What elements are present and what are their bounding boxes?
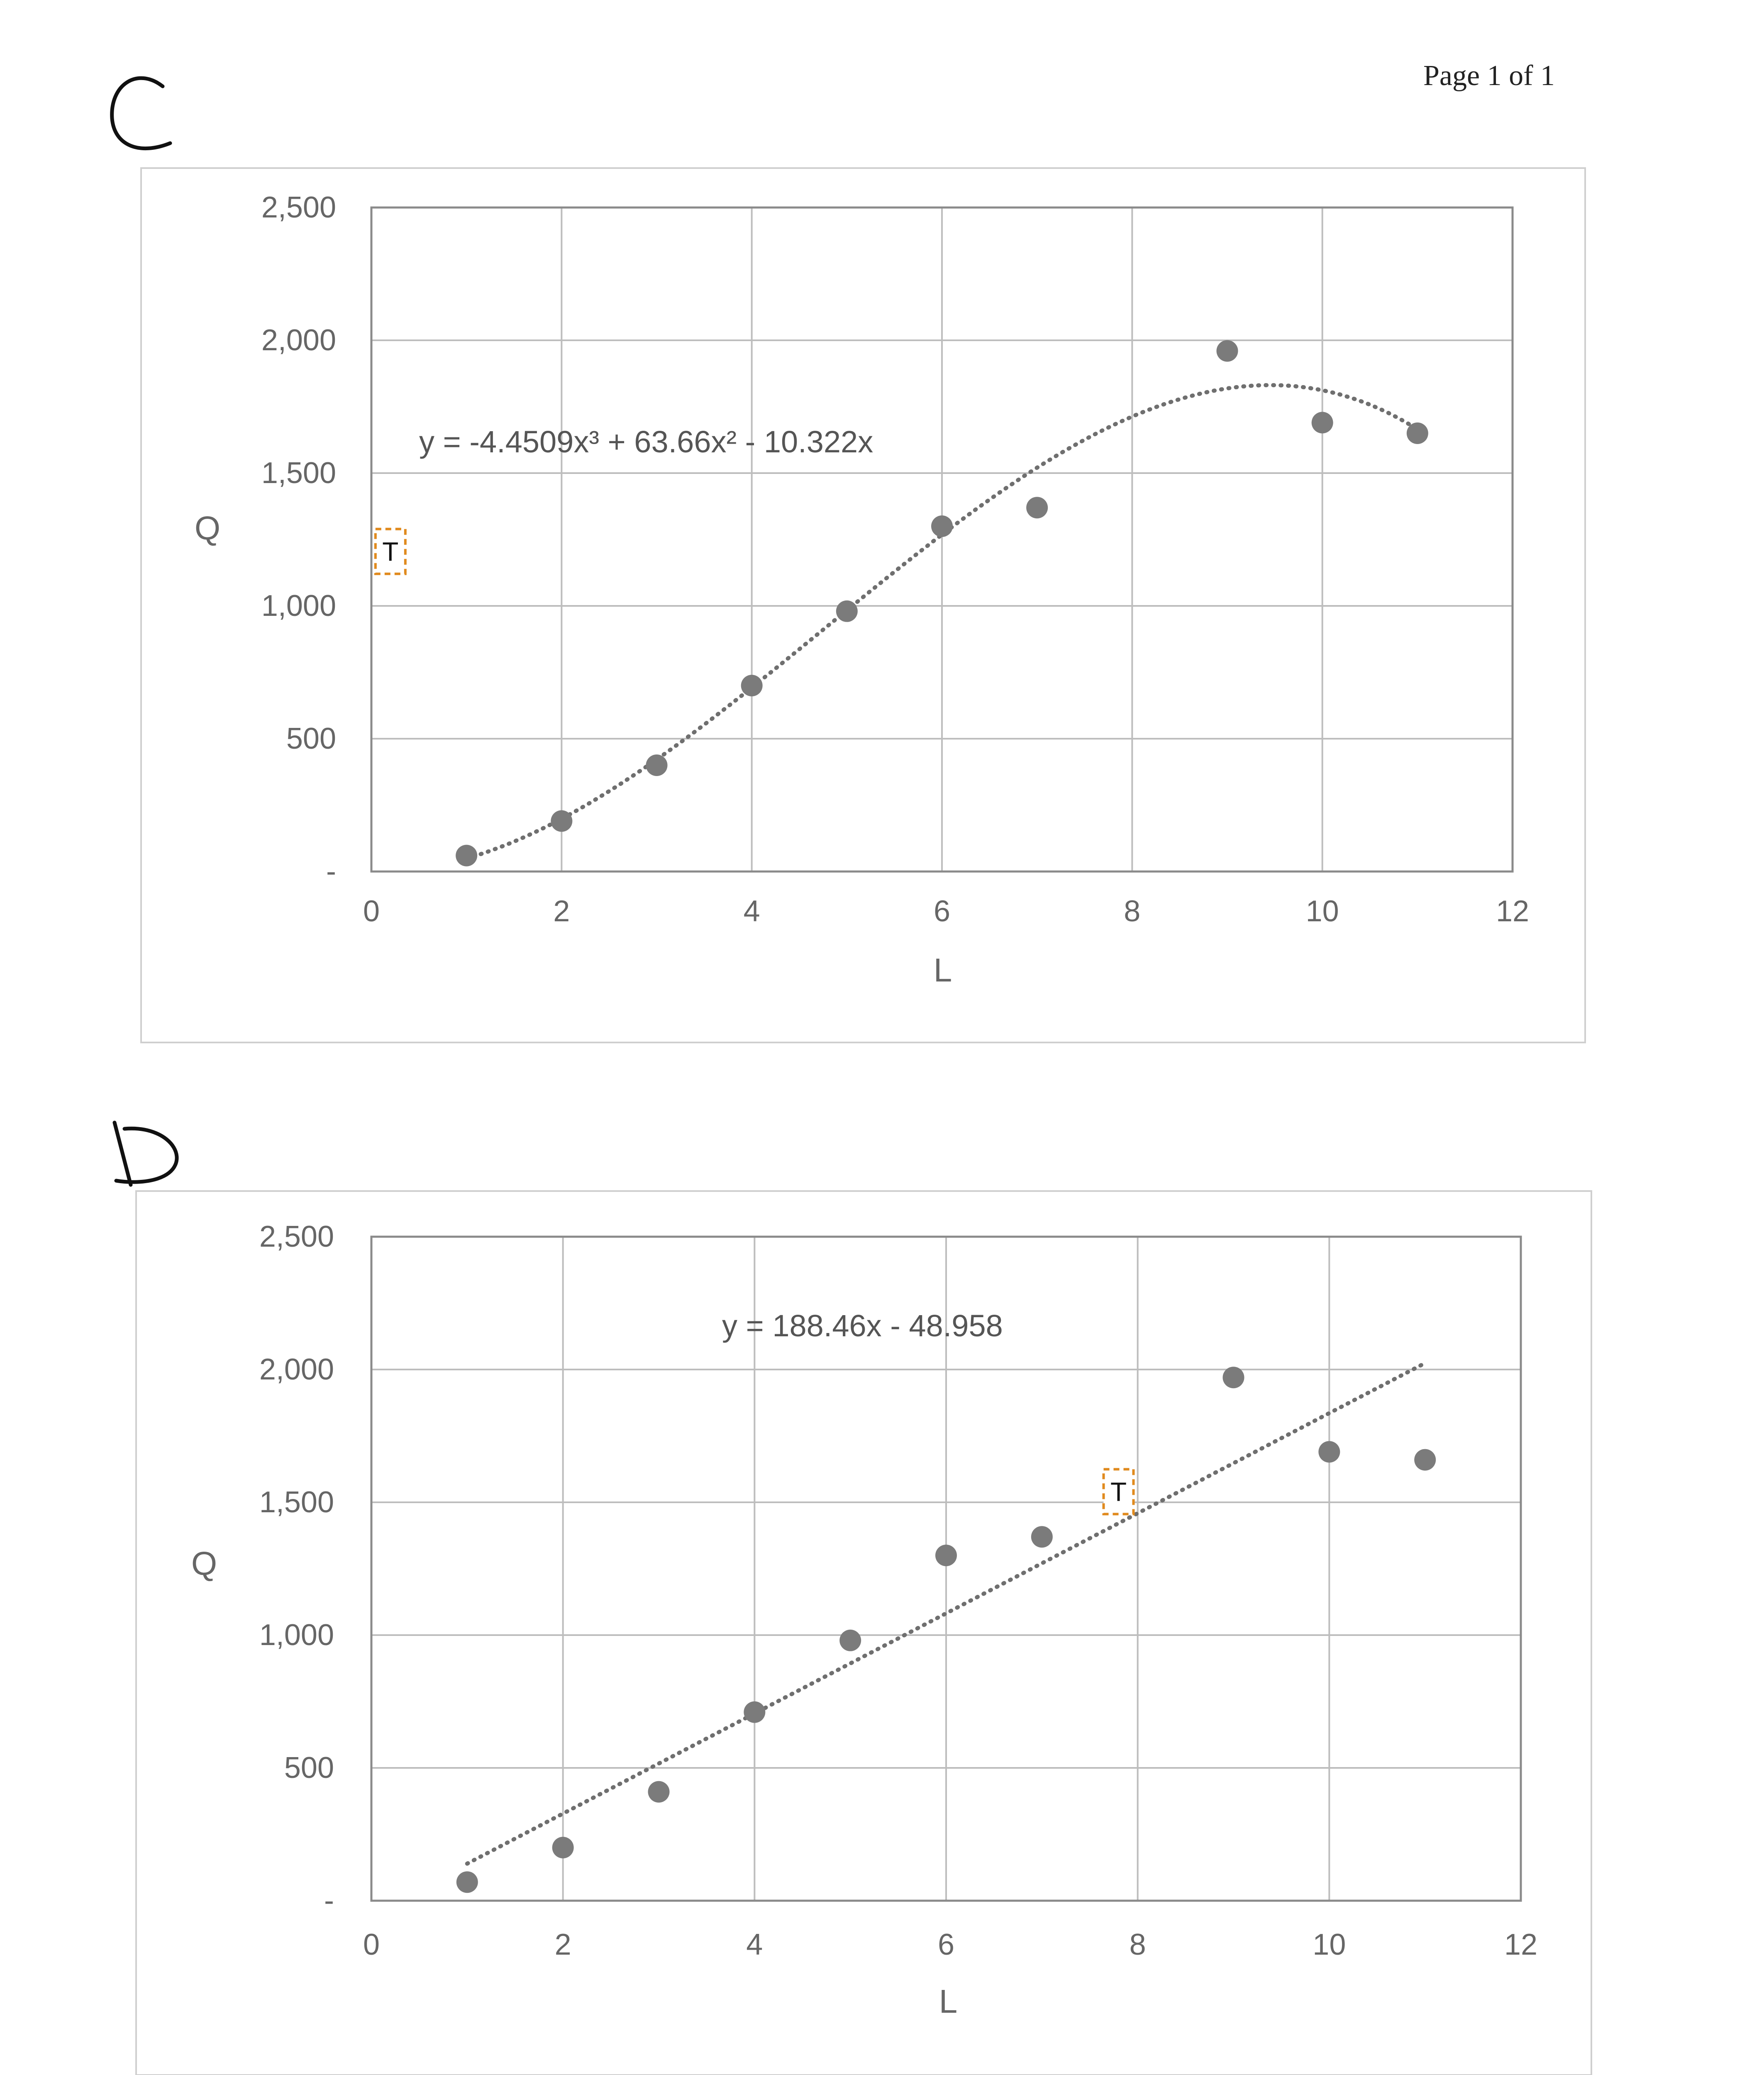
x-tick-label: 4 [746,1928,763,1961]
y-tick-label: 500 [284,1751,334,1784]
x-tick-label: 8 [1129,1928,1146,1961]
x-tick-label: 12 [1504,1928,1538,1961]
y-tick-label: 500 [286,722,336,755]
data-point [456,1871,478,1893]
chart-C-section [112,78,1585,1042]
data-point [552,1837,574,1858]
data-point [1223,1367,1244,1388]
data-point [1414,1449,1436,1471]
data-point [935,1545,957,1566]
data-point [931,515,953,537]
y-tick-label: 2,500 [259,1220,334,1253]
trendline-equation: y = -4.4509x³ + 63.66x² - 10.322x [419,425,873,459]
data-point [1026,497,1048,518]
page-header-fragment: Page 1 of 1 [1423,60,1555,92]
marker-label: T [382,536,399,566]
y-tick-label: - [326,855,336,888]
data-point [648,1781,670,1803]
x-tick-label: 12 [1496,895,1530,928]
marker-label: T [1110,1477,1127,1507]
data-point [741,675,763,696]
x-tick-label: 0 [363,895,380,928]
data-point [1031,1526,1053,1548]
x-tick-label: 10 [1305,895,1339,928]
data-point [744,1702,765,1723]
y-axis-title: Q [191,1545,217,1582]
y-tick-label: 1,500 [261,456,336,490]
data-point [551,810,572,832]
x-tick-label: 0 [363,1928,380,1961]
x-axis-title: L [939,1983,958,2020]
y-tick-label: 1,500 [259,1486,334,1519]
chart-D-section [115,1123,1591,2075]
x-tick-label: 2 [553,895,570,928]
y-tick-label: 2,000 [259,1353,334,1386]
y-axis-title: Q [194,510,221,547]
y-tick-label: - [324,1884,334,1917]
data-point [1312,412,1333,433]
y-tick-label: 2,000 [261,324,336,357]
x-tick-label: 6 [937,1928,955,1961]
x-axis-title: L [933,952,952,989]
y-tick-label: 1,000 [259,1618,334,1652]
y-tick-label: 2,500 [261,191,336,224]
data-point [1318,1441,1340,1462]
data-point [1217,340,1238,362]
x-tick-label: 8 [1124,895,1141,928]
data-point [839,1630,861,1651]
data-point [646,754,668,776]
data-point [456,845,477,867]
x-tick-label: 10 [1313,1928,1346,1961]
data-point [1407,422,1428,444]
data-point [836,601,858,622]
x-tick-label: 6 [933,895,951,928]
y-tick-label: 1,000 [261,589,336,622]
x-tick-label: 4 [743,895,760,928]
x-tick-label: 2 [554,1928,571,1961]
trendline-equation: y = 188.46x - 48.958 [722,1308,1003,1343]
